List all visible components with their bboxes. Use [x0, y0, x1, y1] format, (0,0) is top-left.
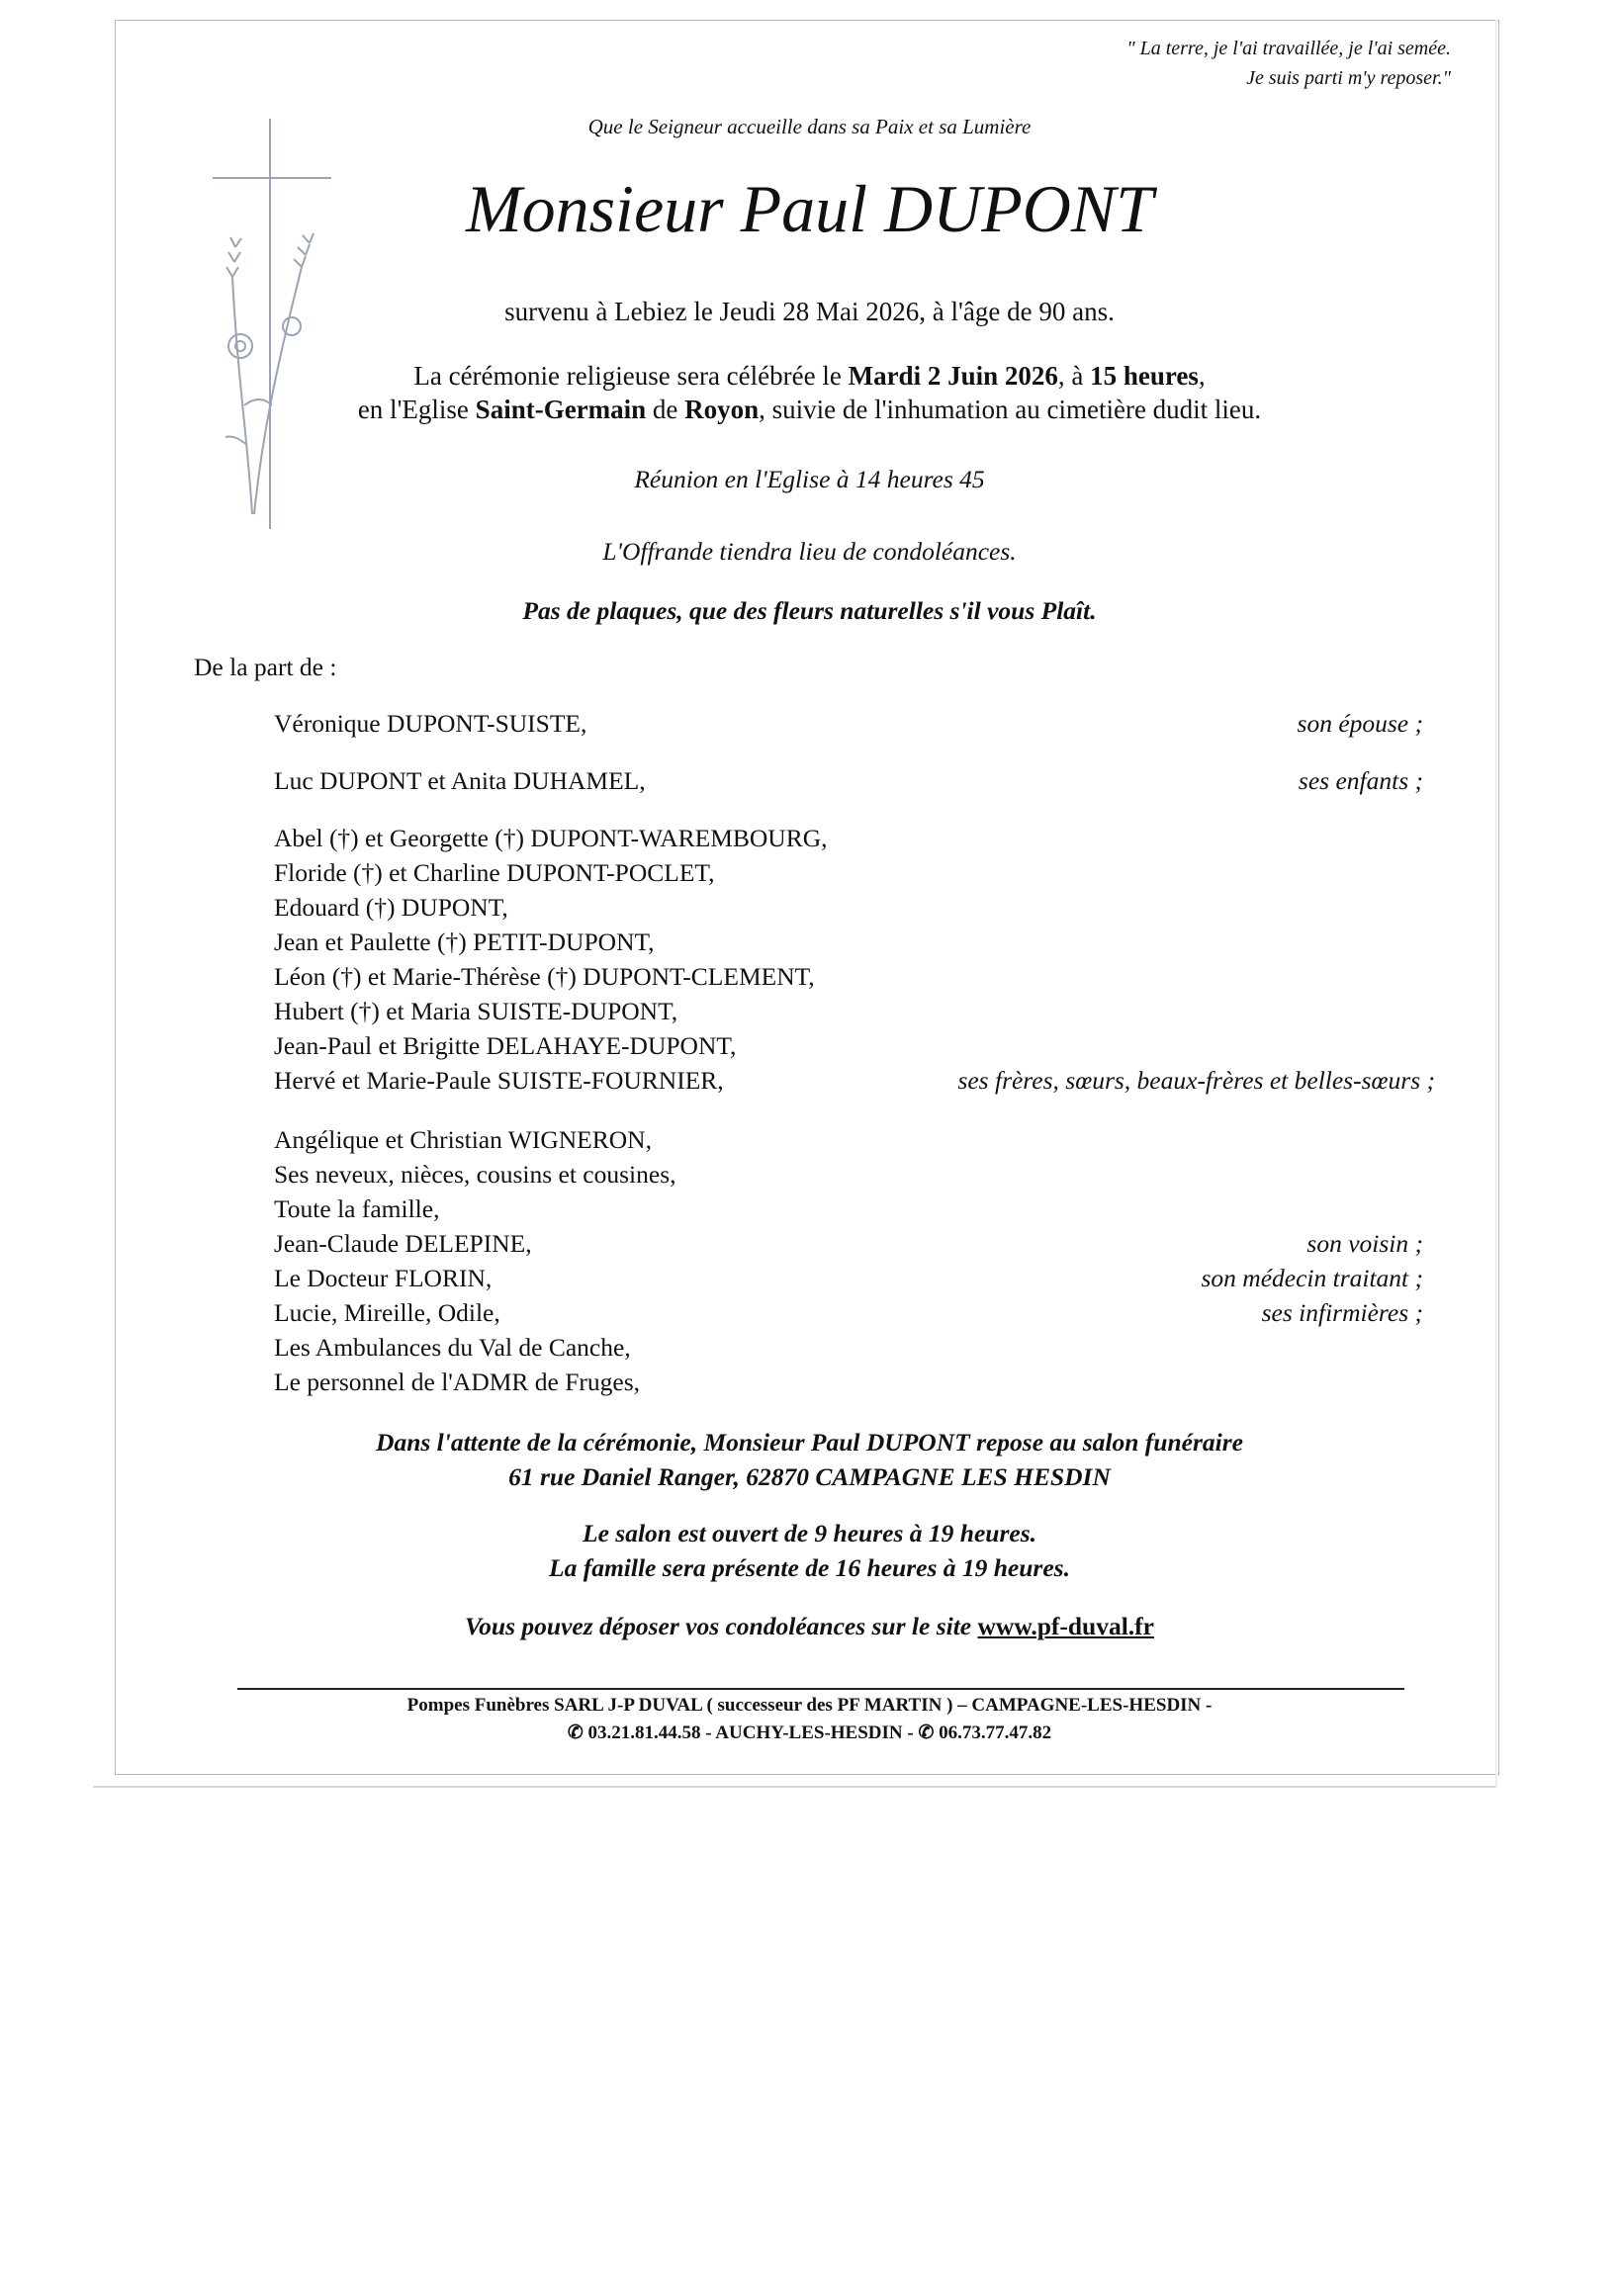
list-item: Jean-Paul et Brigitte DELAHAYE-DUPONT, [274, 1031, 737, 1060]
ceremony-line-2 [0, 395, 1619, 425]
ceremony-text: de [646, 395, 685, 424]
footer-rule [237, 1688, 1404, 1690]
list-item: Floride (†) et Charline DUPONT-POCLET, [274, 858, 715, 887]
list-item: Hervé et Marie-Paule SUISTE-FOURNIER, [274, 1066, 724, 1095]
list-item: Le personnel de l'ADMR de Fruges, [274, 1368, 641, 1396]
flowers-note: Pas de plaques, que des fleurs naturelles s'il vous Plaît. [522, 596, 1097, 625]
church-name: Saint-Germain [475, 395, 647, 424]
condolence-text: Vous pouvez déposer vos condoléances sur le site [464, 1612, 978, 1640]
quote-line-1: " La terre, je l'ai travaillée, je l'ai semée. [1126, 38, 1451, 59]
condolence-website-link[interactable]: www.pf-duval.fr [977, 1612, 1154, 1640]
list-item: Edouard (†) DUPONT, [274, 893, 508, 922]
invocation: Que le Seigneur accueille dans sa Paix et sa Lumière [587, 115, 1032, 138]
from-label: De la part de : [194, 653, 337, 681]
list-item: Hubert (†) et Maria SUISTE-DUPONT, [274, 997, 678, 1025]
list-item: Ses neveux, nièces, cousins et cousines, [274, 1160, 676, 1189]
wake-line-4: La famille sera présente de 16 heures à 19 heures. [549, 1553, 1070, 1582]
list-item: Jean-Claude DELEPINE, [274, 1229, 532, 1258]
list-item: Lucie, Mireille, Odile, [274, 1298, 500, 1327]
wake-line-3: Le salon est ouvert de 9 heures à 19 heures. [583, 1519, 1036, 1547]
list-item: Les Ambulances du Val de Canche, [274, 1333, 631, 1362]
ceremony-text: , [1198, 361, 1206, 391]
meeting-time: Réunion en l'Eglise à 14 heures 45 [634, 465, 985, 493]
ceremony-text: en l'Eglise [357, 395, 476, 424]
ceremony-date: Mardi 2 Juin 2026 [848, 361, 1058, 391]
doctor-relation: son médecin traitant ; [1201, 1264, 1423, 1292]
siblings-relation: ses frères, sœurs, beaux-frères et belles-sœurs ; [957, 1066, 1435, 1095]
list-item: Jean et Paulette (†) PETIT-DUPONT, [274, 927, 655, 956]
children-relation: ses enfants ; [1298, 766, 1423, 795]
wake-line-2: 61 rue Daniel Ranger, 62870 CAMPAGNE LES HESDIN [508, 1462, 1111, 1491]
offering-note: L'Offrande tiendra lieu de condoléances. [602, 537, 1017, 566]
list-item: Toute la famille, [274, 1194, 440, 1223]
list-item: Léon (†) et Marie-Thérèse (†) DUPONT-CLEMENT, [274, 962, 815, 991]
quote-line-2: Je suis parti m'y reposer." [1246, 67, 1451, 89]
death-notice: survenu à Lebiez le Jeudi 28 Mai 2026, à l'âge de 90 ans. [504, 297, 1115, 326]
wake-line-1: Dans l'attente de la cérémonie, Monsieur Paul DUPONT repose au salon funéraire [376, 1428, 1243, 1457]
children-names: Luc DUPONT et Anita DUHAMEL, [274, 766, 646, 795]
ceremony-text: , suivie de l'inhumation au cimetière dudit lieu. [759, 395, 1262, 424]
wake-line-5 [0, 1612, 1619, 1641]
footer-line-1: Pompes Funèbres SARL J-P DUVAL ( successeur des PF MARTIN ) – CAMPAGNE-LES-HESDIN - [406, 1695, 1213, 1716]
deceased-name: Monsieur Paul DUPONT [465, 171, 1154, 246]
ceremony-text: La cérémonie religieuse sera célébrée le [413, 361, 849, 391]
nurses-relation: ses infirmières ; [1261, 1298, 1423, 1327]
ceremony-time: 15 heures [1090, 361, 1199, 391]
list-item: Abel (†) et Georgette (†) DUPONT-WAREMBOURG, [274, 824, 828, 852]
footer-line-2: ✆ 03.21.81.44.58 - AUCHY-LES-HESDIN - ✆ 06.73.77.47.82 [567, 1722, 1052, 1743]
church-place: Royon [684, 395, 760, 424]
ceremony-line-1 [0, 361, 1619, 392]
ceremony-text: , à [1057, 361, 1091, 391]
list-item: Angélique et Christian WIGNERON, [274, 1125, 652, 1154]
spouse-relation: son épouse ; [1297, 709, 1423, 738]
list-item: Le Docteur FLORIN, [274, 1264, 493, 1292]
neighbor-relation: son voisin ; [1306, 1229, 1423, 1258]
frame-shadow-bottom [93, 1786, 1497, 1788]
spouse-name: Véronique DUPONT-SUISTE, [274, 709, 587, 738]
